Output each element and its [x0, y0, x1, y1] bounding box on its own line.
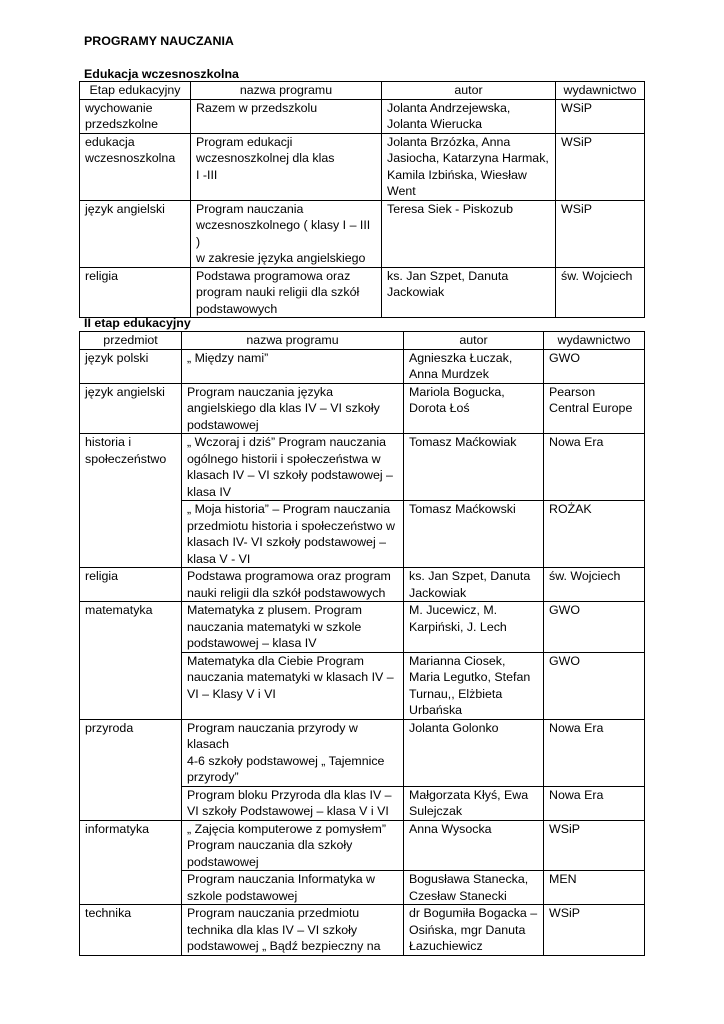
- cell-author: Małgorzata Kłyś, Ewa Sulejczak: [404, 786, 544, 820]
- cell-author: Tomasz Maćkowski: [404, 501, 544, 568]
- table-row: [80, 133, 645, 200]
- column-header: wydawnictwo: [556, 82, 645, 100]
- cell-program: Program nauczania wczesnoszkolnego ( klasy I – III ) w zakresie języka angielskiego: [191, 200, 382, 267]
- cell-author: Mariola Bogucka, Dorota Łoś: [404, 383, 544, 434]
- column-header: nazwa programu: [182, 332, 404, 350]
- cell-publisher: WSiP: [556, 99, 645, 133]
- table-row: [80, 434, 645, 501]
- cell-author: Marianna Ciosek, Maria Legutko, Stefan Turnau,, Elżbieta Urbańska: [404, 652, 544, 719]
- early-education-table: [79, 81, 645, 318]
- cell-publisher: Nowa Era: [544, 719, 645, 786]
- cell-subject: informatyka: [80, 820, 182, 905]
- section-title-stage-two: II etap edukacyjny: [84, 316, 191, 330]
- cell-program: Program nauczania Informatyka w szkole podstawowej: [182, 871, 404, 905]
- cell-stage: wychowanie przedszkolne: [80, 99, 191, 133]
- cell-stage: język angielski: [80, 200, 191, 267]
- cell-author: M. Jucewicz, M. Karpiński, J. Lech: [404, 602, 544, 653]
- cell-subject: język polski: [80, 349, 182, 383]
- cell-author: dr Bogumiła Bogacka – Osińska, mgr Danuta Łazuchiewicz: [404, 905, 544, 956]
- cell-subject: przyroda: [80, 719, 182, 820]
- table-row: [80, 200, 645, 267]
- table-row: [80, 820, 645, 871]
- table-header-row: [80, 332, 645, 350]
- cell-publisher: św. Wojciech: [544, 568, 645, 602]
- cell-program: Program nauczania języka angielskiego dla klas IV – VI szkoły podstawowej: [182, 383, 404, 434]
- cell-program: Razem w przedszkolu: [191, 99, 382, 133]
- column-header: Etap edukacyjny: [80, 82, 191, 100]
- table-header-row: [80, 82, 645, 100]
- cell-publisher: MEN: [544, 871, 645, 905]
- cell-author: Jolanta Golonko: [404, 719, 544, 786]
- cell-publisher: św. Wojciech: [556, 267, 645, 318]
- cell-publisher: Pearson Central Europe: [544, 383, 645, 434]
- cell-publisher: WSiP: [544, 820, 645, 871]
- cell-subject: język angielski: [80, 383, 182, 434]
- cell-author: Bogusława Stanecka, Czesław Stanecki: [404, 871, 544, 905]
- cell-subject: technika: [80, 905, 182, 956]
- table-row: [80, 602, 645, 653]
- page-title: PROGRAMY NAUCZANIA: [84, 34, 234, 48]
- table-row: [80, 99, 645, 133]
- table-row: [80, 383, 645, 434]
- cell-publisher: Nowa Era: [544, 434, 645, 501]
- cell-program: „ Między nami”: [182, 349, 404, 383]
- stage-two-table: [79, 331, 645, 956]
- cell-program: „ Wczoraj i dziś” Program nauczania ogólnego historii i społeczeństwa w klasach IV – VI szkoły podstawowej – klasa IV: [182, 434, 404, 501]
- cell-author: Jolanta Andrzejewska, Jolanta Wierucka: [382, 99, 556, 133]
- cell-publisher: GWO: [544, 652, 645, 719]
- cell-program: Program nauczania przyrody w klasach 4-6 szkoły podstawowej „ Tajemnice przyrody”: [182, 719, 404, 786]
- table-row: [80, 568, 645, 602]
- cell-author: ks. Jan Szpet, Danuta Jackowiak: [404, 568, 544, 602]
- cell-program: Podstawa programowa oraz program nauki religii dla szkół podstawowych: [191, 267, 382, 318]
- cell-publisher: GWO: [544, 349, 645, 383]
- cell-program: Program bloku Przyroda dla klas IV – VI szkoły Podstawowej – klasa V i VI: [182, 786, 404, 820]
- cell-program: „ Zajęcia komputerowe z pomysłem” Program nauczania dla szkoły podstawowej: [182, 820, 404, 871]
- cell-publisher: WSiP: [556, 133, 645, 200]
- column-header: nazwa programu: [191, 82, 382, 100]
- cell-program: „ Moja historia” – Program nauczania przedmiotu historia i społeczeństwo w klasach IV- VI szkoły podstawowej – klasa V - VI: [182, 501, 404, 568]
- cell-author: Anna Wysocka: [404, 820, 544, 871]
- cell-author: Agnieszka Łuczak, Anna Murdzek: [404, 349, 544, 383]
- column-header: wydawnictwo: [544, 332, 645, 350]
- cell-publisher: GWO: [544, 602, 645, 653]
- cell-author: Jolanta Brzózka, Anna Jasiocha, Katarzyna Harmak, Kamila Izbińska, Wiesław Went: [382, 133, 556, 200]
- cell-author: Tomasz Maćkowiak: [404, 434, 544, 501]
- table-row: [80, 719, 645, 786]
- cell-publisher: ROŻAK: [544, 501, 645, 568]
- cell-publisher: WSiP: [556, 200, 645, 267]
- column-header: autor: [382, 82, 556, 100]
- column-header: przedmiot: [80, 332, 182, 350]
- cell-publisher: WSiP: [544, 905, 645, 956]
- cell-program: Matematyka dla Ciebie Program nauczania matematyki w klasach IV – VI – Klasy V i VI: [182, 652, 404, 719]
- cell-stage: religia: [80, 267, 191, 318]
- cell-program: Podstawa programowa oraz program nauki religii dla szkół podstawowych: [182, 568, 404, 602]
- cell-author: ks. Jan Szpet, Danuta Jackowiak: [382, 267, 556, 318]
- cell-program: Program nauczania przedmiotu technika dla klas IV – VI szkoły podstawowej „ Bądź bezpieczny na: [182, 905, 404, 956]
- column-header: autor: [404, 332, 544, 350]
- cell-subject: matematyka: [80, 602, 182, 720]
- cell-stage: edukacja wczesnoszkolna: [80, 133, 191, 200]
- cell-program: Program edukacji wczesnoszkolnej dla klas I -III: [191, 133, 382, 200]
- cell-subject: religia: [80, 568, 182, 602]
- table-row: [80, 905, 645, 956]
- table-row: [80, 349, 645, 383]
- cell-publisher: Nowa Era: [544, 786, 645, 820]
- section-title-early-education: Edukacja wczesnoszkolna: [84, 67, 239, 81]
- cell-subject: historia i społeczeństwo: [80, 434, 182, 568]
- table-row: [80, 267, 645, 318]
- cell-program: Matematyka z plusem. Program nauczania matematyki w szkole podstawowej – klasa IV: [182, 602, 404, 653]
- cell-author: Teresa Siek - Piskozub: [382, 200, 556, 267]
